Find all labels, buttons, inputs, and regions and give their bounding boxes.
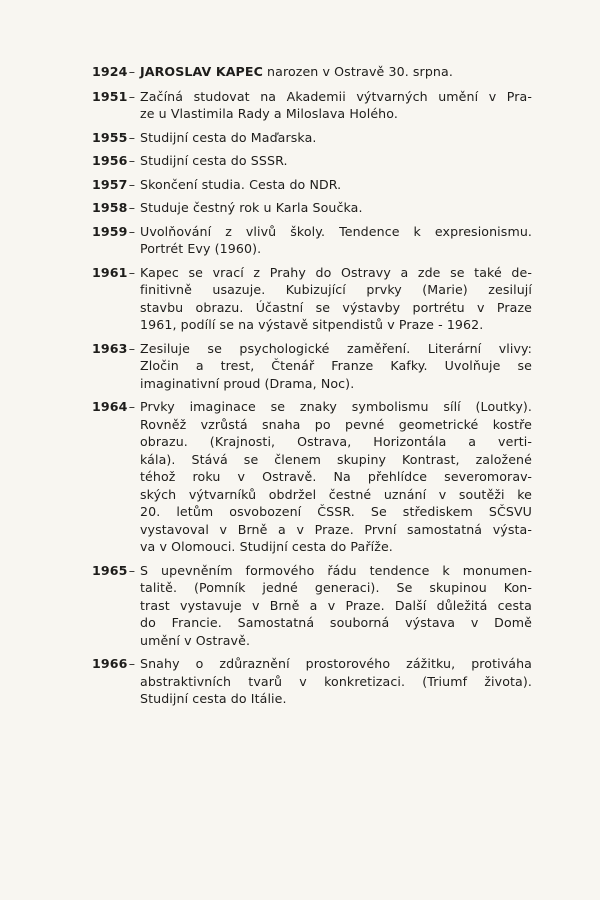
entry-text	[140, 152, 532, 170]
entry-line: talitě. (Pomník jedné generaci). Se skupinou Kon-	[140, 580, 532, 595]
entry-text	[140, 562, 532, 650]
entry-line: S upevněním formového řádu tendence k monumen-	[140, 562, 532, 578]
entry-text	[140, 655, 532, 708]
entry-line: Zesiluje se psychologické zaměření. Literární vlivy:	[140, 340, 532, 356]
entry-line: trast vystavuje v Brně a v Praze. Další důležitá cesta	[140, 597, 532, 613]
timeline-entry-1957	[92, 176, 532, 194]
entry-dash: –	[128, 129, 136, 145]
entry-dash: –	[128, 176, 136, 192]
entry-year: 1956	[92, 153, 128, 168]
entry-year: 1951	[92, 88, 128, 104]
entry-line: 1961, podílí se na výstavě sitpendistů v Praze - 1962.	[140, 317, 484, 332]
entry-text	[140, 63, 532, 81]
entry-dash: –	[128, 340, 136, 356]
entry-text	[140, 340, 532, 393]
timeline-entry-1965	[92, 562, 532, 650]
entry-year: 1957	[92, 176, 128, 192]
entry-dash: –	[128, 656, 136, 671]
timeline-entry-1924	[92, 63, 532, 81]
timeline-entry-1961	[92, 264, 532, 334]
entry-text	[140, 129, 532, 147]
entry-line: Prvky imaginace se znaky symbolismu sílí (Loutky).	[140, 399, 532, 414]
entry-line: Kapec se vrací z Prahy do Ostravy a zde se také de-	[140, 264, 532, 280]
timeline-entry-1963	[92, 340, 532, 393]
entry-text	[140, 398, 532, 556]
entry-dash: –	[128, 88, 136, 104]
timeline-entry-1958	[92, 199, 532, 217]
timeline-entry-1964	[92, 398, 532, 556]
entry-year: 1964	[92, 399, 128, 414]
entry-line: obrazu. (Krajnosti, Ostrava, Horizontála a verti-	[140, 434, 532, 449]
entry-text	[140, 88, 532, 123]
biography-timeline	[92, 63, 532, 708]
entry-line-text: narozen v Ostravě 30. srpna.	[267, 64, 453, 79]
entry-text	[140, 264, 532, 334]
entry-line: Studuje čestný rok u Karla Součka.	[140, 200, 363, 215]
timeline-entry-1956	[92, 152, 532, 170]
entry-line: imaginativní proud (Drama, Noc).	[140, 375, 355, 391]
entry-year: 1955	[92, 129, 128, 145]
entry-line: 20. letům osvobození ČSSR. Se střediskem SČSVU	[140, 504, 532, 519]
entry-line: kála). Stává se členem skupiny Kontrast, založené	[140, 451, 532, 467]
entry-line: Studijní cesta do Itálie.	[140, 691, 287, 706]
entry-line	[140, 63, 532, 81]
entry-line: Uvolňování z vlivů školy. Tendence k expresionismu.	[140, 223, 532, 239]
timeline-entry-1959	[92, 223, 532, 258]
entry-dash: –	[128, 264, 136, 280]
entry-line: vystavoval v Brně a v Praze. První samostatná výsta-	[140, 521, 532, 537]
entry-dash: –	[128, 399, 136, 414]
entry-line: ských výtvarníků obdržel čestné uznání v soutěži ke	[140, 486, 532, 502]
artist-name: JAROSLAV KAPEC	[140, 64, 263, 79]
entry-line: stavbu obrazu. Účastní se výstavby portrétu v Praze	[140, 299, 532, 315]
entry-line: Portrét Evy (1960).	[140, 241, 262, 256]
entry-year: 1959	[92, 223, 128, 239]
entry-dash: –	[128, 223, 136, 239]
entry-year: 1961	[92, 264, 128, 280]
entry-line: Snahy o zdůraznění prostorového zážitku, protiváha	[140, 656, 532, 671]
timeline-entry-1966	[92, 655, 532, 708]
entry-dash: –	[128, 200, 136, 215]
entry-text	[140, 223, 532, 258]
entry-line: Studijní cesta do SSSR.	[140, 153, 288, 168]
entry-line: finitivně usazuje. Kubizující prvky (Marie) zesilují	[140, 282, 532, 297]
entry-line: va v Olomouci. Studijní cesta do Paříže.	[140, 539, 393, 554]
entry-line: umění v Ostravě.	[140, 632, 251, 648]
entry-text	[140, 176, 532, 194]
entry-year: 1966	[92, 656, 128, 671]
entry-dash: –	[128, 562, 136, 578]
entry-dash: –	[128, 64, 136, 79]
entry-year: 1958	[92, 200, 128, 215]
entry-line: Skončení studia. Cesta do NDR.	[140, 176, 342, 192]
entry-line: Rovněž vzrůstá snaha po pevné geometrické kostře	[140, 416, 532, 432]
entry-line: Začíná studovat na Akademii výtvarných umění v Pra-	[140, 88, 532, 104]
entry-year: 1965	[92, 562, 128, 578]
entry-dash: –	[128, 153, 136, 168]
entry-year: 1963	[92, 340, 128, 356]
entry-line: ze u Vlastimila Rady a Miloslava Holého.	[140, 106, 398, 121]
entry-text	[140, 199, 532, 217]
timeline-entry-1955	[92, 129, 532, 147]
entry-line: Zločin a trest, Čtenář Franze Kafky. Uvolňuje se	[140, 358, 532, 373]
timeline-entry-1951	[92, 88, 532, 123]
entry-year: 1924	[92, 64, 128, 79]
entry-line: Studijní cesta do Maďarska.	[140, 129, 317, 145]
entry-line: do Francie. Samostatná souborná výstava v Domě	[140, 615, 532, 630]
entry-line: téhož roku v Ostravě. Na přehlídce severomorav-	[140, 469, 532, 484]
entry-line: abstraktivních tvarů v konkretizaci. (Triumf života).	[140, 673, 532, 689]
